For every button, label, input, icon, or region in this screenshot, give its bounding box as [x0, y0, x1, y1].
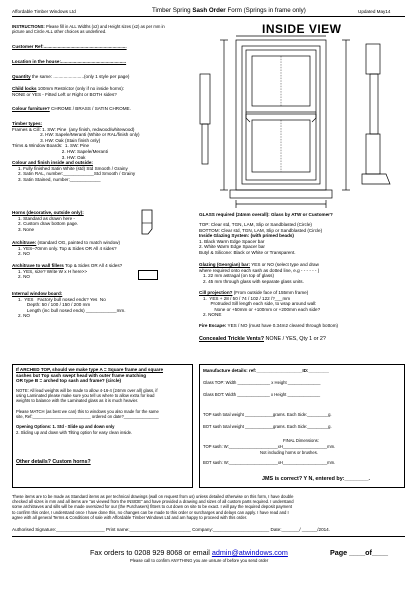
horns-section: Horns (decorative, outside only): 1. Standard as drawn here - 2. Custom draw bottom page. 3. None [12, 210, 84, 232]
trickle-vents: Concealed Trickle Vents? NONE / YES, Qty 1 or 2? [199, 336, 326, 342]
page-number: Page ____of____ [330, 548, 388, 557]
architrave-section: Architrave: (standard OG, painted to match window) 1. YES–70mm only. Top & Sides OR All 4 sides? 2. NO [12, 240, 121, 257]
customer-ref-field[interactable]: Customer Ref:................................................................. [12, 44, 127, 49]
colour-furniture: Colour furniture? CHROME / BRASS / SATIN CHROME. [12, 106, 131, 111]
signature-line[interactable]: Authorised Signature:___________________ Print name:________________________ Company:______________________ Date:_______/ ______/2014. [12, 527, 331, 532]
glass-title: GLASS required (24mm overall): Glass by ATW or Customer? [199, 212, 333, 217]
arched-top-note: If ARCHED TOP, should we make type A = Square frame and square sashes but Top sash swept head with outer frame matching OR type B = arched top sash and frame? (circle) [16, 367, 163, 384]
georgian-bar-section: Glazing (Georgian) bar: YES or NO (select type and draw where required onto each sash as dotted line, e.g - - - - - - ) 1. 22 mm astragal (on top of glass) 2. 45 mm through glass with separate glass units. [199, 262, 320, 284]
glass-options: TOP: Clear std, TGN, LAM, Slip or Sandblasted (Circle) BOTTOM: Clear std, TGN, LAM, Slip or Sandblasted (Circle) Inside Glazing System: (with primed beads) 1. Black Warm Edge Spacer bar 2. White Warm Edge Spacer bar Butyl & Silicone: Black or White or Transparent. [199, 222, 323, 255]
horns-note: Not including horns or brushes. [260, 450, 318, 455]
page-title [152, 7, 306, 14]
quantity-field[interactable]: Quantity the same: ........................(only 1 style per page) [12, 74, 130, 79]
title-bold: Sash Order [192, 7, 226, 14]
horn-shape-icon [140, 209, 156, 235]
location-field[interactable]: Location in the house:................................................... [12, 59, 127, 64]
bot-sash-weight[interactable]: BOT sash total weight ____________grams. Each Side:_________g. [203, 424, 332, 429]
architrave-fillers-section: Architrave to wall fillers Top & Sides OR All 4 sides? 1. YES, size? Write W x H here>> 2. NO [12, 263, 123, 280]
internal-board-section: Internal window board: 1. YES Factory bull nosed ends? Yes No Depth: 50 / 100 / 150 / 200 mm Length (inc bull nosed ends) ____________mm. 2. NO [12, 291, 126, 319]
lead-weights-note: NOTE: All lead weights will be made to allow 4-16-4 (24mm over all) glass, if using Laminated please make sure you tell us where to allow extra for lead weights to balance with the Laminated glass as it is much heavier. Please MATCH (as best we can) this to windows you also made for the same site, Ref:_________________________ ordered on date?_______________ Opening Options: 1. Std - Slide up and down only 2. Sliding up and down with Tilting option for easy clean inside. [16, 388, 159, 435]
cill-projection-section: Cill projection? (From outside face of 155mm frame) 1. YES + 28 / 50 / 74 / 102 / 122 /?___mm Protruded Sill length each side, to wrap around wall: None or +50mm or +100mm or +200mm each side? 2. NONE [199, 290, 321, 318]
fire-escape: Fire Escape: YES / NO (must have 0.34m2 cleared through bottom) [199, 323, 339, 328]
company-name: Affordable Timber Windows Ltd [12, 9, 76, 14]
footer-note: Please call to confirm ANYTHING you are unsure of before you send order [130, 558, 269, 563]
other-details[interactable]: Other details? Custom horns? [16, 459, 91, 465]
title-post: Form (Springs in frame only) [225, 7, 306, 14]
fax-email: Fax orders to 0208 929 8068 or email admin@atwindows.com [90, 548, 288, 557]
glass-bot-dims[interactable]: Glass BOT: Width ______________ x Height ______________ [203, 392, 321, 397]
bot-sash-final[interactable]: BOT sash: W:_____________________xH___________________mm. [203, 460, 336, 465]
window-diagram [196, 34, 408, 212]
filler-size-box[interactable] [138, 270, 158, 280]
glass-top-dims[interactable]: Glass TOP: Width ______________ x Height ______________ [203, 380, 321, 385]
email-link[interactable]: admin@atwindows.com [211, 548, 288, 557]
title-pre: Timber Spring [152, 7, 193, 14]
final-dimensions-label: FINAL Dimensions: [283, 438, 319, 443]
updated-date: Updated May14 [358, 9, 391, 14]
manufacture-title: Manufacture details: ref:__________________ID:________ [203, 368, 329, 373]
top-sash-final[interactable]: TOP sash: W:_____________________xH___________________mm. [203, 444, 336, 449]
terms-text: These items are to be made as Standard items as per technical drawings (wall on request from us) unless detailed otherwise on this form, I have double checked all sizes in mm and all items are "as viewed from the INSIDE" and have provided a drawing and sizes of all custom parts required. I understand some architraves and sills will be made oversized for our (the Purchasers) fitters to cut down on site to be exact. I will pay the required deposit payment to confirm this order, I understand once I have done this, no changes can be made to this order or surcharges and delays can apply. I have read and I agree with all general Terms & Conditions of sale with Affordable Timber Windows Ltd and am happy to proceed with this order. [12, 494, 294, 520]
diagram-title: INSIDE VIEW [262, 22, 342, 36]
top-sash-weight[interactable]: TOP sash total weight ____________grams. Each Side:_________g. [203, 412, 332, 417]
jms-check[interactable]: JMS is correct? Y N, entered by:________. [262, 476, 370, 482]
instructions: INSTRUCTIONS: Please fill in ALL Widths (x2) and Height sizes (x2) as per mm in picture and Circle ALL other choices as underlined. [12, 24, 165, 35]
timber-types-section: Timber types: Frames & Cill: 1. SW: Pine (any finish, redwood/whitewood) 2. HW: Sapele/Meranti (White or RAL/finish only) 3. HW: Oak (Stain finish only) Trims & Window Boards: 1. SW: Pine 2. HW: Sapele/Meranti 3. HW: Oak Colour and finish inside and outside: 1. Fully finished Satin White (std) Std Smooth / Grainy 2. Satin RAL, number:____________Std Smooth / Grainy 3. Satin Stained, number:____________ [12, 121, 140, 182]
child-locks-section: Child locks 100mm Restrictor (only if no inside horns): NONE or YES - Fitted Left or Right or BOTH sides? [12, 86, 125, 97]
